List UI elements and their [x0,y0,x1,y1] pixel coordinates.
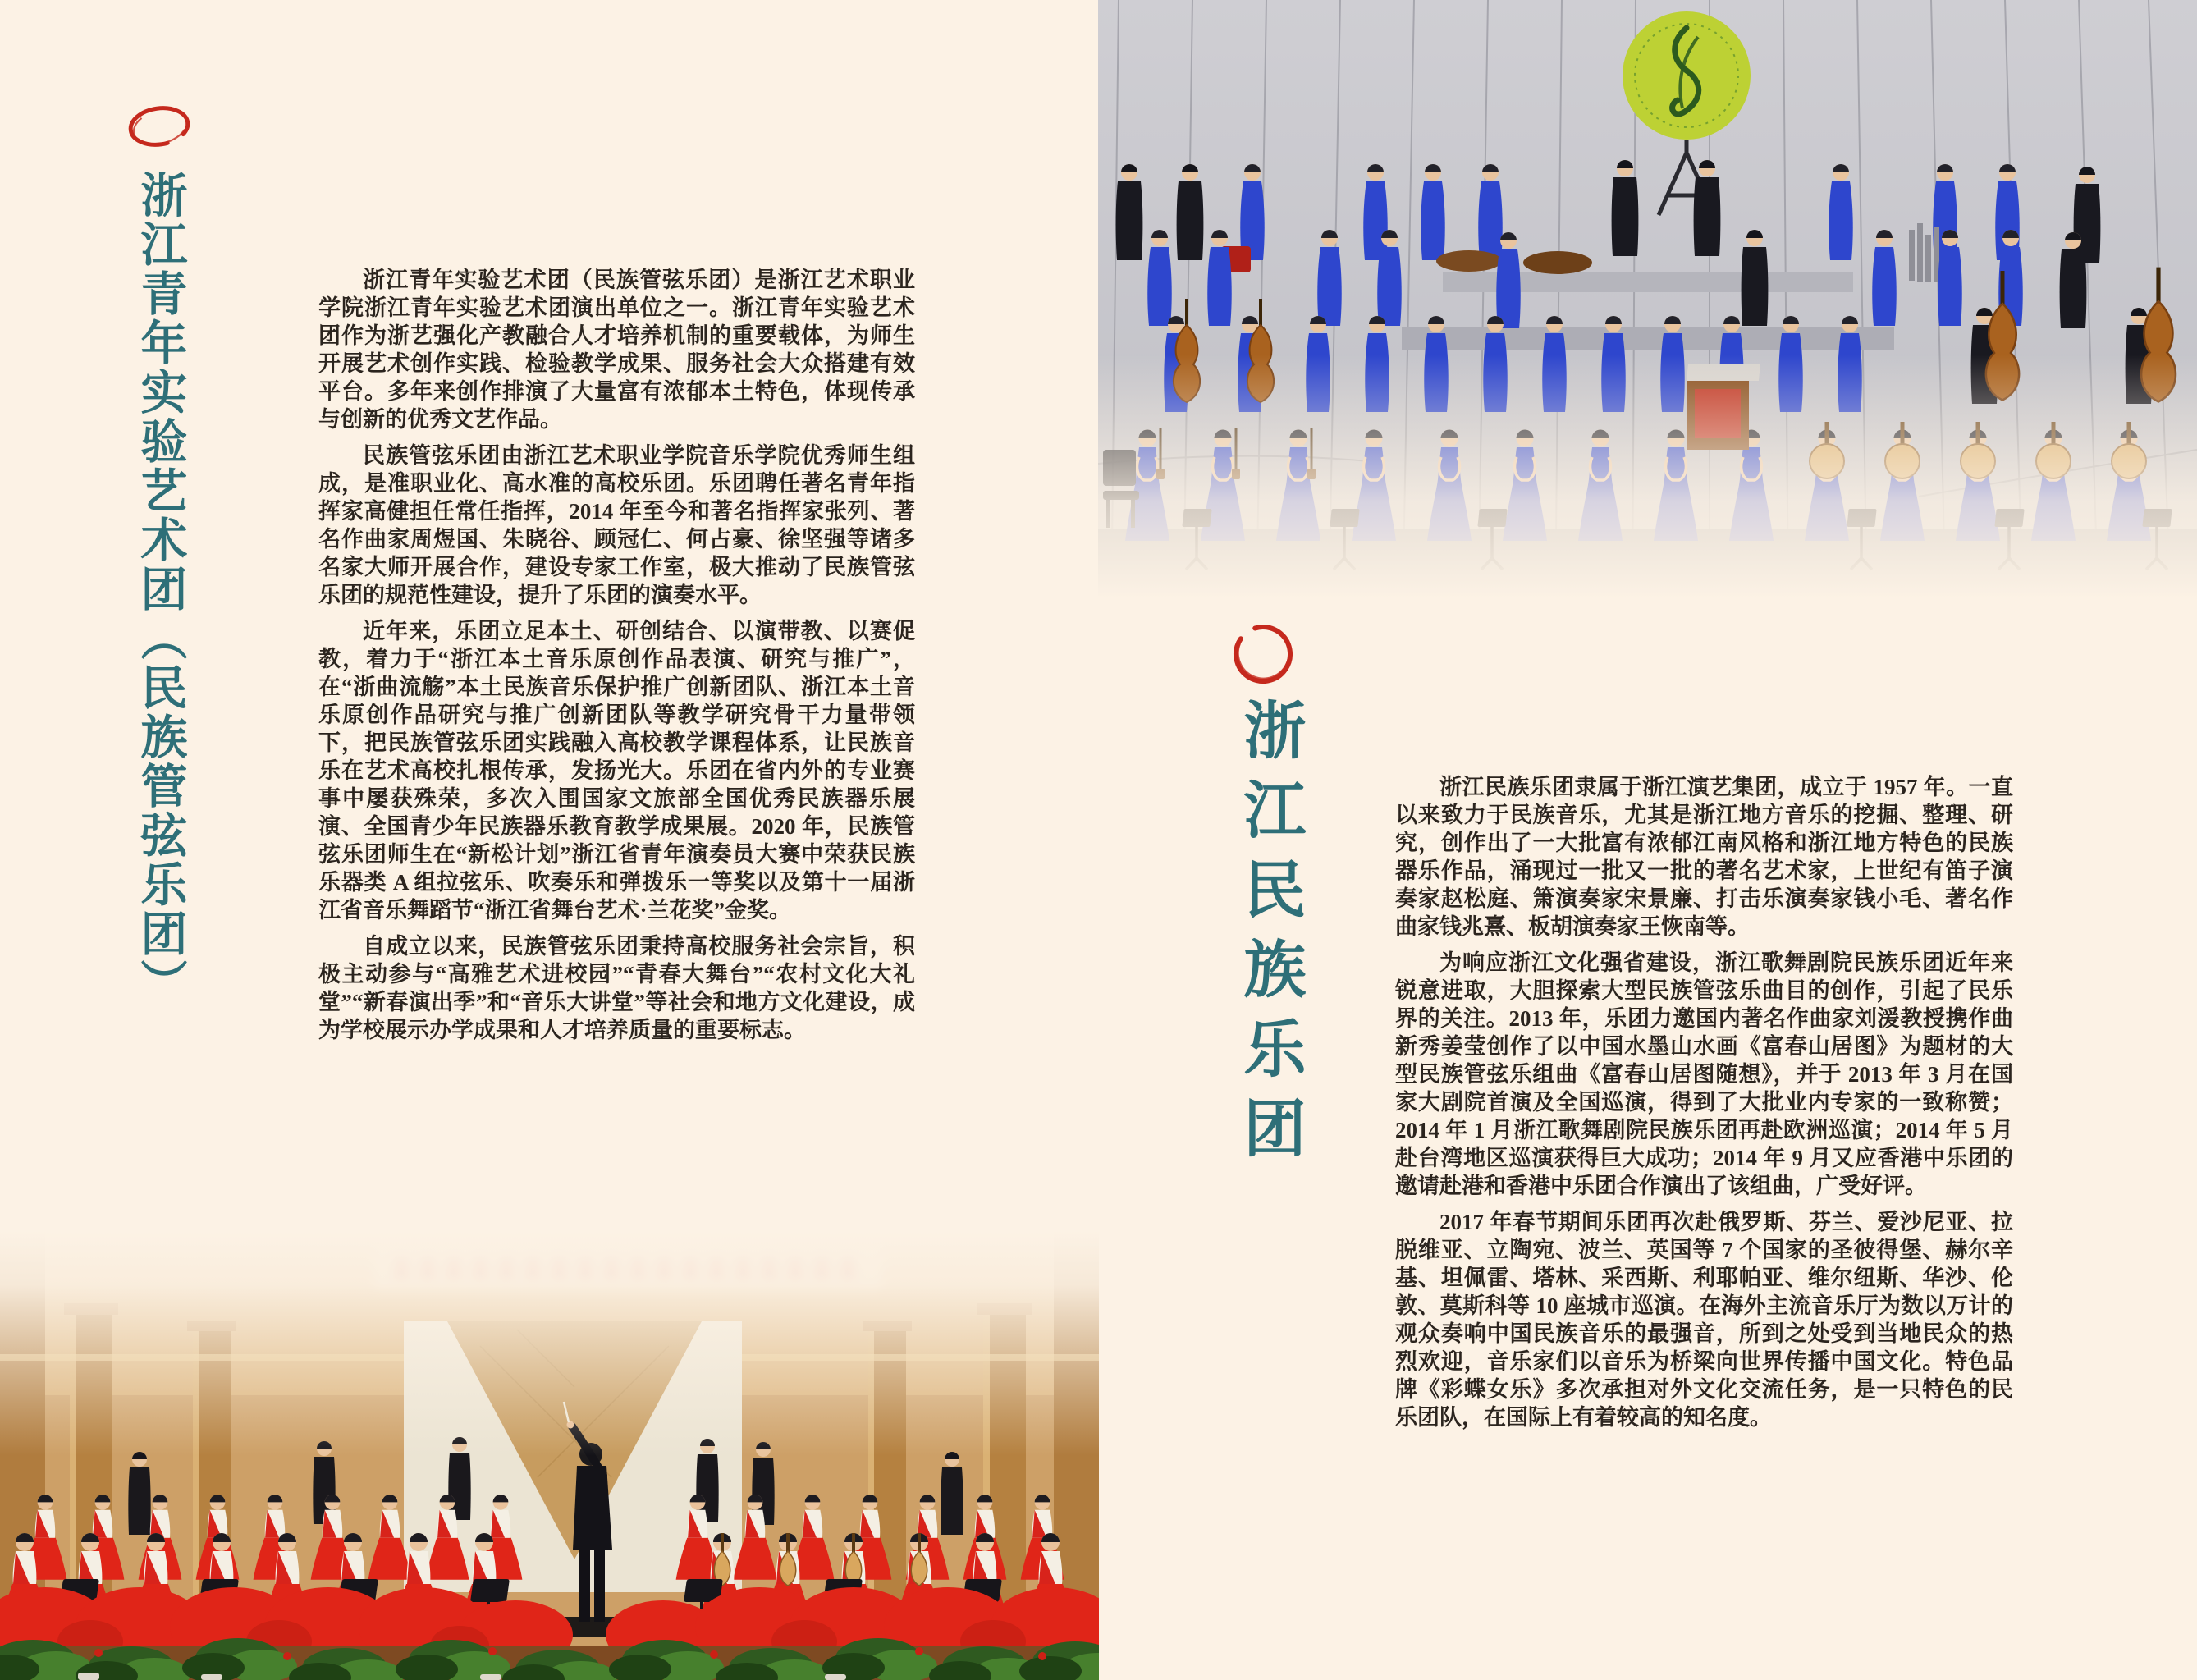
left-paragraph-4: 自成立以来，民族管弦乐团秉持高校服务社会宗旨，积极主动参与“高雅艺术进校园”“青春大舞台”“农村文化大礼堂”“新春演出季”和“音乐大讲堂”等社会和地方文化建设，成为学校展示办学成果和人才培养质量的重要标志。 [318,934,915,1042]
left-paragraph-2: 民族管弦乐团由浙江艺术职业学院音乐学院优秀师生组成，是准职业化、高水准的高校乐团。乐团聘任著名青年指挥家高健担任常任指挥，2014 年至今和著名指挥家张列、著名作曲家周煜国、朱晓谷、顾冠仁、何占豪、徐坚强等诸多名家大师开展合作，建设专家工作室，极大推动了民族管弦乐团的规范性建设，提升了乐团的演奏水平。 [318,443,915,607]
right-paragraph-3: 2017 年春节期间乐团再次赴俄罗斯、芬兰、爱沙尼亚、拉脱维亚、立陶宛、波兰、英国等 7 个国家的圣彼得堡、赫尔辛基、坦佩雷、塔林、采西斯、利耶帕亚、维尔纽斯、华沙、伦敦、莫斯科等 10 座城市巡演。在海外主流音乐厅为数以万计的观众奏响中国民族音乐的最强音，所到之处受到当地民众的热烈欢迎，音乐家们以音乐为桥梁向世界传播中国文化。特色品牌《彩蝶女乐》多次承担对外文化交流任务，是一只特色的民乐团队，在国际上有着较高的知名度。 [1395,1210,2013,1430]
red-orchestra-photo [0,1231,1099,1680]
left-paragraph-3: 近年来，乐团立足本土、研创结合、以演带教、以赛促教，着力于“浙江本土音乐原创作品表演、研究与推广”，在“浙曲流觞”本土民族音乐保护推广创新团队、浙江本土音乐原创作品研究与推广创新团队等教学研究骨干力量带领下，把民族管弦乐团实践融入高校教学课程体系，让民族音乐在艺术高校扎根传承，发扬光大。乐团在省内外的专业赛事中屡获殊荣，多次入围国家文旅部全国优秀民族器乐展演、全国青少年民族器乐教育教学成果展。2020 年，民族管弦乐团师生在“新松计划”浙江省青年演奏员大赛中荣获民族乐器类 A 组拉弦乐、吹奏乐和弹拨乐一等奖以及第十一届浙江省音乐舞蹈节“浙江省舞台艺术·兰花奖”金奖。 [318,619,915,922]
stage-logo [1623,11,1751,140]
right-section-body [1395,773,2013,1504]
left-paragraph-1: 浙江青年实验艺术团（民族管弦乐团）是浙江艺术职业学院浙江青年实验艺术团演出单位之一。浙江青年实验艺术团作为浙艺强化产教融合人才培养机制的重要载体，为师生开展艺术创作实践、检验教学成果、服务社会大众搭建有效平台。多年来创作排演了大量富有浓郁本土特色，体现传承与创新的优秀文艺作品。 [318,268,915,432]
red-brush-circle-icon [1231,622,1295,686]
right-paragraph-2: 为响应浙江文化强省建设，浙江歌舞剧院民族乐团近年来锐意进取，大胆探索大型民族管弦乐曲目的创作，引起了民乐界的关注。2013 年，乐团力邀国内著名作曲家刘湲教授携作曲新秀姜莹创作了以中国水墨山水画《富春山居图》为题材的大型民族管弦乐组曲《富春山居图随想》，并于 2013 年 3 月在国家大剧院首演及全国巡演，得到了大批业内专家的一致称赞；2014 年 1 月浙江歌舞剧院民族乐团再赴欧洲巡演；2014 年 5 月赴台湾地区巡演获得巨大成功；2014 年 9 月又应香港中乐团的邀请赴港和香港中乐团合作演出了该组曲，广受好评。 [1395,950,2013,1198]
right-section-title: 浙江民族乐团 [1234,698,1303,1175]
blue-orchestra-illustration [1098,0,2197,611]
blue-orchestra-photo [1098,0,2197,611]
red-brush-circle-icon [125,100,194,153]
left-section-title: 浙江青年实验艺术团（民族管弦乐团） [134,171,185,1008]
right-paragraph-1: 浙江民族乐团隶属于浙江演艺集团，成立于 1957 年。一直以来致力于民族音乐，尤其是浙江地方音乐的挖掘、整理、研究，创作出了一大批富有浓郁江南风格和浙江地方特色的民族器乐作品，涌现过一批又一批的著名艺术家，上世纪有笛子演奏家赵松庭、箫演奏家宋景廉、打击乐演奏家钱小毛、著名作曲家钱兆熹、板胡演奏家王恢南等。 [1395,775,2013,939]
stage-riser [1402,327,1894,350]
stage-banner [373,1244,882,1289]
left-section-body [318,266,915,1095]
red-orchestra-illustration [0,1231,1099,1680]
stage-floor [1098,529,2197,611]
